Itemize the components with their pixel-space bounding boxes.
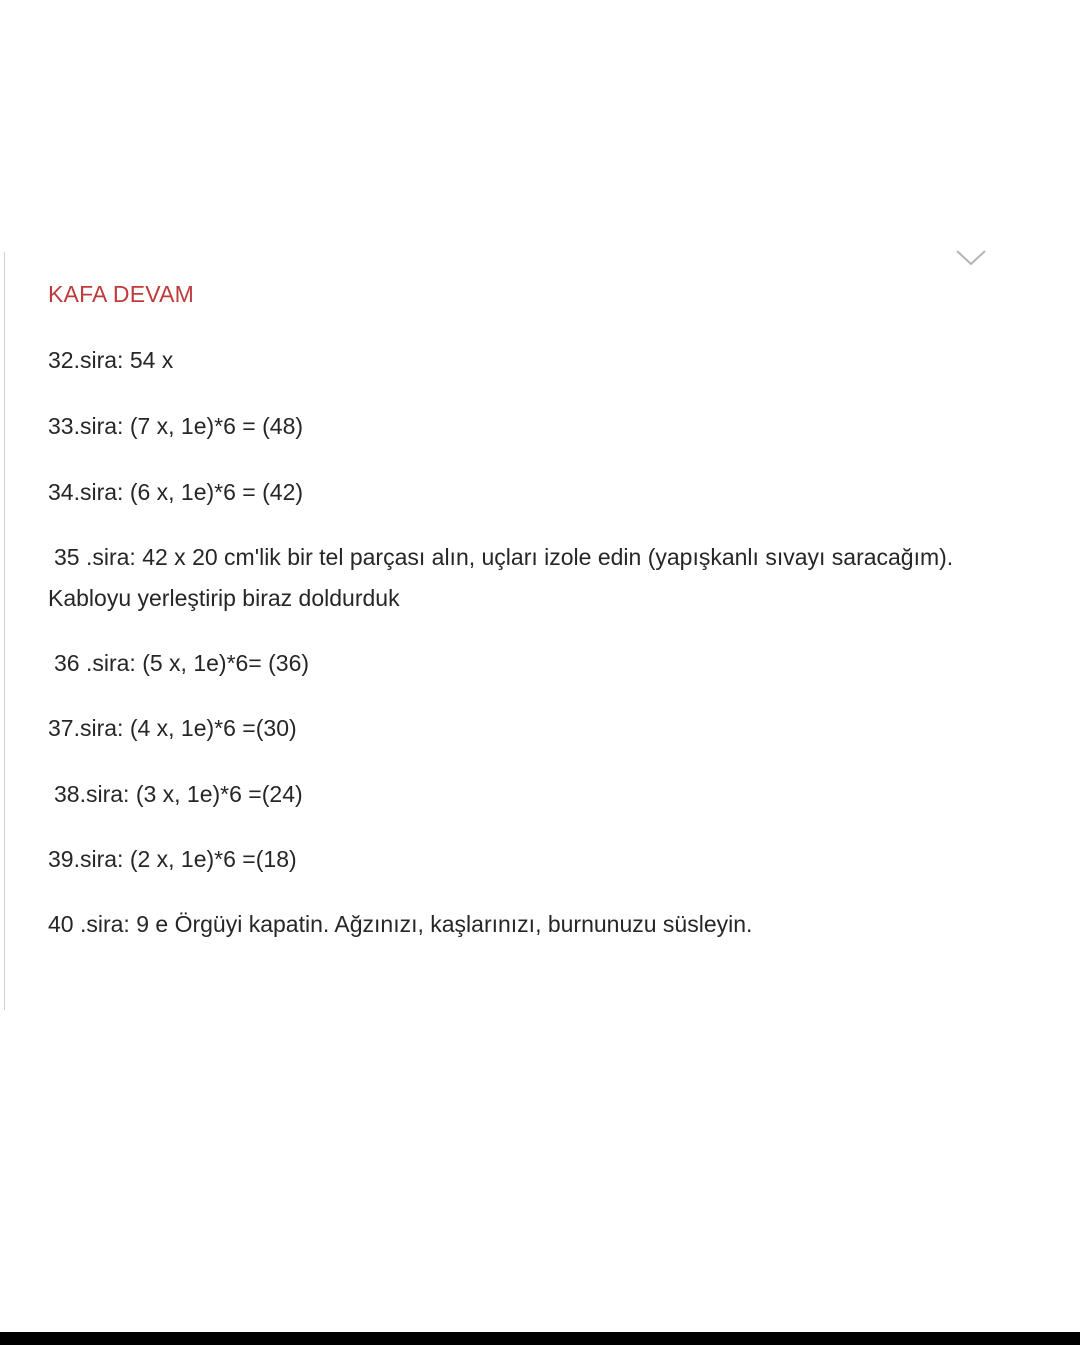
pattern-row-37: 37.sira: (4 x, 1e)*6 =(30) (48, 715, 297, 741)
pattern-row-38: 38.sira: (3 x, 1e)*6 =(24) (54, 781, 303, 807)
chevron-down-icon[interactable] (955, 247, 987, 267)
section-title: KAFA DEVAM (48, 281, 195, 307)
pattern-row-39: 39.sira: (2 x, 1e)*6 =(18) (48, 846, 297, 872)
pattern-row-34: 34.sira: (6 x, 1e)*6 = (42) (48, 479, 304, 505)
pattern-row-33: 33.sira: (7 x, 1e)*6 = (48) (48, 413, 304, 439)
pattern-row-32: 32.sira: 54 x (48, 347, 174, 373)
bottom-edge-bar (0, 1332, 1080, 1345)
pattern-row-35: 35 .sira: 42 x 20 cm'lik bir tel parçası alın, uçları izole edin (yapışkanlı sıvayı saracağım). (54, 544, 954, 570)
pattern-row-40: 40 .sira: 9 e Örgüyi kapatin. Ağzınızı, kaşlarınızı, burnunuzu süsleyin. (48, 911, 753, 937)
pattern-row-35-continued: Kabloyu yerleştirip biraz doldurduk (48, 585, 400, 611)
left-border-line (4, 252, 5, 1010)
pattern-row-36: 36 .sira: (5 x, 1e)*6= (36) (54, 650, 310, 676)
